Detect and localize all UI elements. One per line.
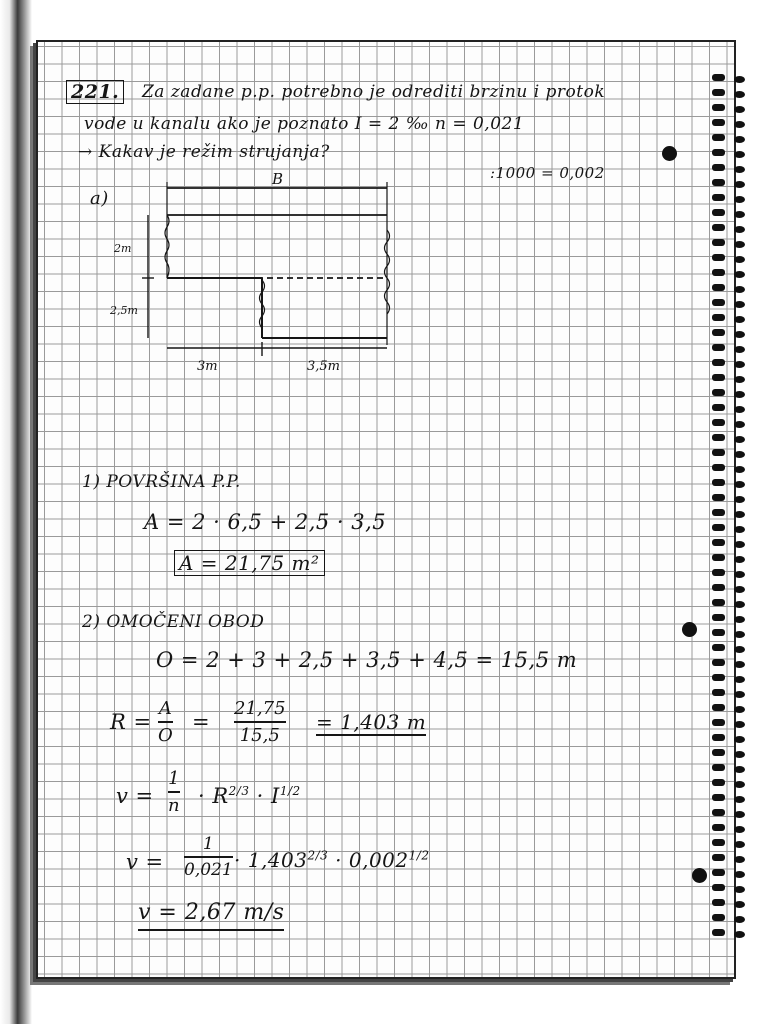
spiral-ring xyxy=(712,479,725,486)
fraction-denominator-value: 15,5 xyxy=(239,725,280,746)
problem-line-1: Za zadane p.p. potrebno je odrediti brzinu i protok xyxy=(142,82,606,102)
spiral-ring xyxy=(712,704,725,711)
spiral-ring xyxy=(734,436,745,443)
spiral-ring xyxy=(712,869,725,876)
velocity-values-rest xyxy=(234,848,429,872)
fraction-n: n xyxy=(168,795,180,816)
spiral-ring xyxy=(734,541,745,548)
spiral-ring xyxy=(734,886,745,893)
spiral-ring xyxy=(712,359,725,366)
spiral-ring xyxy=(712,134,725,141)
hydraulic-radius-result: = 1,403 m xyxy=(316,710,427,734)
spiral-ring xyxy=(712,209,725,216)
velocity-R-text: · R xyxy=(198,784,229,808)
spiral-ring xyxy=(734,661,745,668)
step1-formula: A = 2 · 6,5 + 2,5 · 3,5 xyxy=(144,510,387,534)
perimeter-formula: O = 2 + 3 + 2,5 + 3,5 + 4,5 = 15,5 m xyxy=(156,648,578,672)
spiral-ring xyxy=(712,299,725,306)
spiral-ring xyxy=(712,464,725,471)
spiral-ring xyxy=(734,811,745,818)
fraction-1-over-n xyxy=(168,768,180,816)
hydraulic-radius-lhs: R = xyxy=(110,710,152,734)
spiral-ring xyxy=(712,719,725,726)
spiral-ring xyxy=(734,211,745,218)
spiral-ring xyxy=(734,121,745,128)
spiral-ring xyxy=(734,316,745,323)
spiral-ring xyxy=(712,194,725,201)
spiral-ring xyxy=(734,481,745,488)
spiral-ring xyxy=(734,616,745,623)
spiral-ring xyxy=(734,691,745,698)
spiral-ring xyxy=(734,916,745,923)
spiral-ring xyxy=(734,796,745,803)
spiral-ring xyxy=(734,526,745,533)
spiral-ring xyxy=(734,496,745,503)
spiral-ring xyxy=(712,389,725,396)
spiral-ring xyxy=(734,151,745,158)
spiral-ring xyxy=(734,646,745,653)
fraction-denominator: O xyxy=(158,725,173,746)
spiral-ring xyxy=(712,854,725,861)
spiral-ring xyxy=(712,914,725,921)
spiral-ring xyxy=(712,614,725,621)
spiral-ring xyxy=(712,494,725,501)
spiral-ring xyxy=(712,899,725,906)
spiral-ring xyxy=(734,841,745,848)
fraction-values xyxy=(234,698,286,746)
spiral-ring xyxy=(712,674,725,681)
spiral-ring xyxy=(712,119,725,126)
spiral-ring xyxy=(712,164,725,171)
spiral-ring xyxy=(734,721,745,728)
velocity-I-text: · I xyxy=(256,784,280,808)
spiral-ring xyxy=(712,644,725,651)
velocity-R-value-exponent: 2/3 xyxy=(307,848,329,863)
spiral-ring xyxy=(734,751,745,758)
spiral-ring xyxy=(712,839,725,846)
spiral-ring xyxy=(712,779,725,786)
spiral-ring xyxy=(712,794,725,801)
fraction-1-over-0021 xyxy=(184,834,233,880)
diagram-height-lower: 2,5m xyxy=(110,304,138,317)
spiral-ring xyxy=(712,104,725,111)
spiral-ring xyxy=(734,196,745,203)
spiral-ring xyxy=(734,511,745,518)
spiral-ring xyxy=(734,556,745,563)
spiral-ring xyxy=(712,239,725,246)
spiral-ring xyxy=(712,344,725,351)
spiral-ring xyxy=(734,286,745,293)
spiral-ring xyxy=(734,166,745,173)
spiral-ring xyxy=(712,599,725,606)
spiral-ring xyxy=(734,361,745,368)
spiral-ring xyxy=(734,406,745,413)
spiral-ring xyxy=(734,391,745,398)
spiral-ring xyxy=(712,524,725,531)
spiral-ring xyxy=(734,586,745,593)
spiral-ring xyxy=(734,106,745,113)
spiral-ring xyxy=(712,314,725,321)
spiral-ring xyxy=(712,89,725,96)
spiral-ring xyxy=(734,676,745,683)
spiral-ring xyxy=(734,376,745,383)
spiral-ring xyxy=(712,449,725,456)
spiral-ring xyxy=(734,466,745,473)
velocity-formula-R xyxy=(198,784,301,808)
channel-cross-section-diagram xyxy=(112,170,412,380)
spiral-ring xyxy=(734,421,745,428)
spiral-ring xyxy=(712,404,725,411)
spiral-ring xyxy=(734,856,745,863)
spiral-ring xyxy=(712,179,725,186)
step1-heading: 1) POVRŠINA P.P. xyxy=(82,472,241,492)
velocity-I-exponent: 1/2 xyxy=(279,784,301,798)
spiral-ring xyxy=(734,346,745,353)
spiral-ring xyxy=(734,451,745,458)
spiral-ring xyxy=(734,331,745,338)
fraction-n-value: 0,021 xyxy=(184,860,233,880)
spiral-ring xyxy=(712,284,725,291)
spiral-ring xyxy=(712,419,725,426)
spiral-binding xyxy=(712,74,756,944)
step2-heading: 2) OMOČENI OBOD xyxy=(82,612,265,632)
problem-number: 221. xyxy=(66,80,124,104)
spiral-ring xyxy=(712,824,725,831)
punch-hole-middle xyxy=(682,622,697,637)
spiral-ring xyxy=(734,256,745,263)
velocity-R-exponent: 2/3 xyxy=(228,784,250,798)
velocity-values-lhs: v = xyxy=(126,850,164,874)
spiral-ring xyxy=(712,749,725,756)
diagram-top-label: B xyxy=(272,170,284,188)
velocity-I-value-exponent: 1/2 xyxy=(408,848,430,863)
fraction-numerator-value: 21,75 xyxy=(234,698,286,719)
spiral-ring xyxy=(712,74,725,81)
spiral-ring xyxy=(734,76,745,83)
spiral-ring xyxy=(712,569,725,576)
spiral-ring xyxy=(734,766,745,773)
spiral-ring xyxy=(734,601,745,608)
spiral-ring xyxy=(712,224,725,231)
spiral-ring xyxy=(734,91,745,98)
spiral-ring xyxy=(734,301,745,308)
spiral-ring xyxy=(734,181,745,188)
spiral-ring xyxy=(734,826,745,833)
spiral-ring xyxy=(712,374,725,381)
problem-line-2: vode u kanalu ako je poznato I = 2 ‰ n = 0,021 xyxy=(84,114,525,134)
spiral-ring xyxy=(712,269,725,276)
spiral-ring xyxy=(712,929,725,936)
spiral-ring xyxy=(734,136,745,143)
spiral-ring xyxy=(712,254,725,261)
spiral-ring xyxy=(712,659,725,666)
spiral-ring xyxy=(712,629,725,636)
diagram-width-right: 3,5m xyxy=(307,359,341,374)
spiral-ring xyxy=(734,706,745,713)
punch-hole-bottom xyxy=(692,868,707,883)
spiral-ring xyxy=(734,901,745,908)
spiral-ring xyxy=(712,884,725,891)
problem-line-3: → Kakav je režim strujanja? xyxy=(78,142,330,162)
diagram-width-left: 3m xyxy=(197,359,218,374)
spiral-ring xyxy=(712,539,725,546)
fraction-one-value: 1 xyxy=(202,834,214,854)
equals-sign: = xyxy=(192,710,211,734)
spiral-ring xyxy=(734,781,745,788)
spiral-ring xyxy=(712,809,725,816)
spiral-ring xyxy=(734,871,745,878)
spiral-ring xyxy=(734,736,745,743)
part-label: a) xyxy=(90,188,109,209)
spiral-ring xyxy=(734,241,745,248)
spiral-ring xyxy=(712,734,725,741)
fraction-numerator: A xyxy=(158,698,172,719)
spiral-ring xyxy=(734,931,745,938)
spiral-ring xyxy=(712,509,725,516)
spiral-ring xyxy=(734,631,745,638)
slope-conversion: :1000 = 0,002 xyxy=(490,164,605,182)
fraction-A-over-O xyxy=(158,698,173,746)
spiral-ring xyxy=(734,271,745,278)
fraction-one: 1 xyxy=(168,768,180,789)
spiral-ring xyxy=(712,329,725,336)
velocity-result: v = 2,67 m/s xyxy=(138,900,284,931)
spiral-ring xyxy=(712,554,725,561)
velocity-I-value: · 0,002 xyxy=(335,848,409,872)
background-edge xyxy=(0,0,32,1024)
spiral-ring xyxy=(734,571,745,578)
spiral-ring xyxy=(712,149,725,156)
spiral-ring xyxy=(734,226,745,233)
velocity-formula-lhs: v = xyxy=(116,784,154,808)
punch-hole-top xyxy=(662,146,677,161)
diagram-height-upper: 2m xyxy=(114,242,132,255)
spiral-ring xyxy=(712,434,725,441)
velocity-R-value: · 1,403 xyxy=(234,848,308,872)
spiral-ring xyxy=(712,689,725,696)
spiral-ring xyxy=(712,584,725,591)
step1-result: A = 21,75 m² xyxy=(174,550,325,576)
spiral-ring xyxy=(712,764,725,771)
